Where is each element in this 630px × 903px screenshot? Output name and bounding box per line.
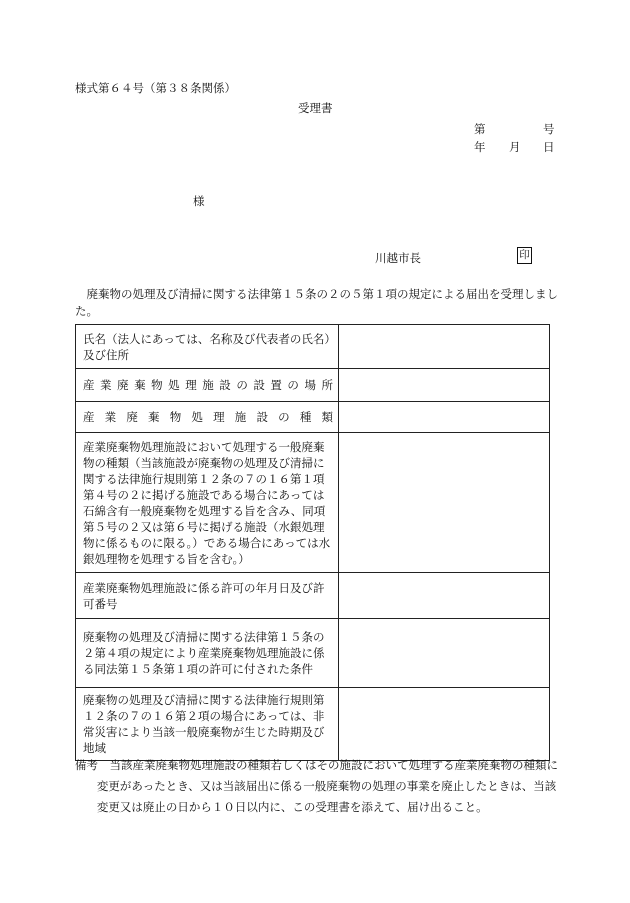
row-label-permit-conditions: 廃棄物の処理及び清掃に関する法律第１５条の２第４項の規定により産業廃棄物処理施設に係る同法第１５条第１項の許可に付された条件 [76,619,339,688]
remarks [75,755,560,818]
table-row [76,402,550,433]
table-row [76,573,550,619]
row-value-disaster[interactable] [339,688,550,761]
table-row [76,369,550,402]
row-value-permit-conditions[interactable] [339,619,550,688]
date-day-label: 日 [543,140,555,154]
number-suffix: 号 [543,122,555,136]
table-row [76,325,550,369]
table-row [76,433,550,573]
row-value-facility-type[interactable] [339,402,550,433]
issuer-name: 川越市長 [375,251,421,265]
row-value-location[interactable] [339,369,550,402]
row-value-name-address[interactable] [339,325,550,369]
row-label-text: 産業廃棄物処理施設の設置の場所 [83,378,333,392]
form-number: 様式第６４号（第３８条関係） [75,81,236,95]
document-title: 受理書 [298,101,333,115]
table-row [76,688,550,761]
row-label-facility-type [76,402,339,433]
row-label-text: 産業廃棄物処理施設の種類 [83,410,333,424]
seal-stamp-box: 印 [517,247,532,264]
date-month-label: 月 [509,140,521,154]
intro-text: 廃棄物の処理及び清掃に関する法律第１５条の２の５第１項の規定による届出を受理しました。 [75,287,558,318]
table-row [76,619,550,688]
row-label-waste-type: 産業廃棄物処理施設において処理する一般廃棄物の種類（当該施設が廃棄物の処理及び清掃に関する法律施行規則第１２条の７の１６第１項第４号の２に掲げる施設である場合にあっては石綿含有一般廃棄物を処理する旨を含み、同項第５号の２又は第６号に掲げる施設（水銀処理物に係るものに限る。）である場合にあっては水銀処理物を処理する旨を含む。） [76,433,339,573]
remarks-heading: 備考 [75,758,98,772]
date-year-label: 年 [474,140,486,154]
row-label-location [76,369,339,402]
row-label-name-address: 氏名（法人にあっては、名称及び代表者の氏名）及び住所 [76,325,339,369]
row-label-permit: 産業廃棄物処理施設に係る許可の年月日及び許可番号 [76,573,339,619]
row-value-waste-type[interactable] [339,433,550,573]
remarks-text: 当該産業廃棄物処理施設の種類若しくはその施設において処理する産業廃棄物の種類に変更があったとき、又は当該届出に係る一般廃棄物の処理の事業を廃止したときは、当該変更又は廃止の日から１０日以内に、この受理書を添えて、届け出ること。 [96,758,558,814]
form-table [75,324,550,761]
row-value-permit[interactable] [339,573,550,619]
addressee-suffix: 様 [193,194,205,208]
number-prefix: 第 [474,122,486,136]
row-label-disaster: 廃棄物の処理及び清掃に関する法律施行規則第１２条の７の１６第２項の場合にあっては、非常災害により当該一般廃棄物が生じた時期及び地域 [76,688,339,761]
